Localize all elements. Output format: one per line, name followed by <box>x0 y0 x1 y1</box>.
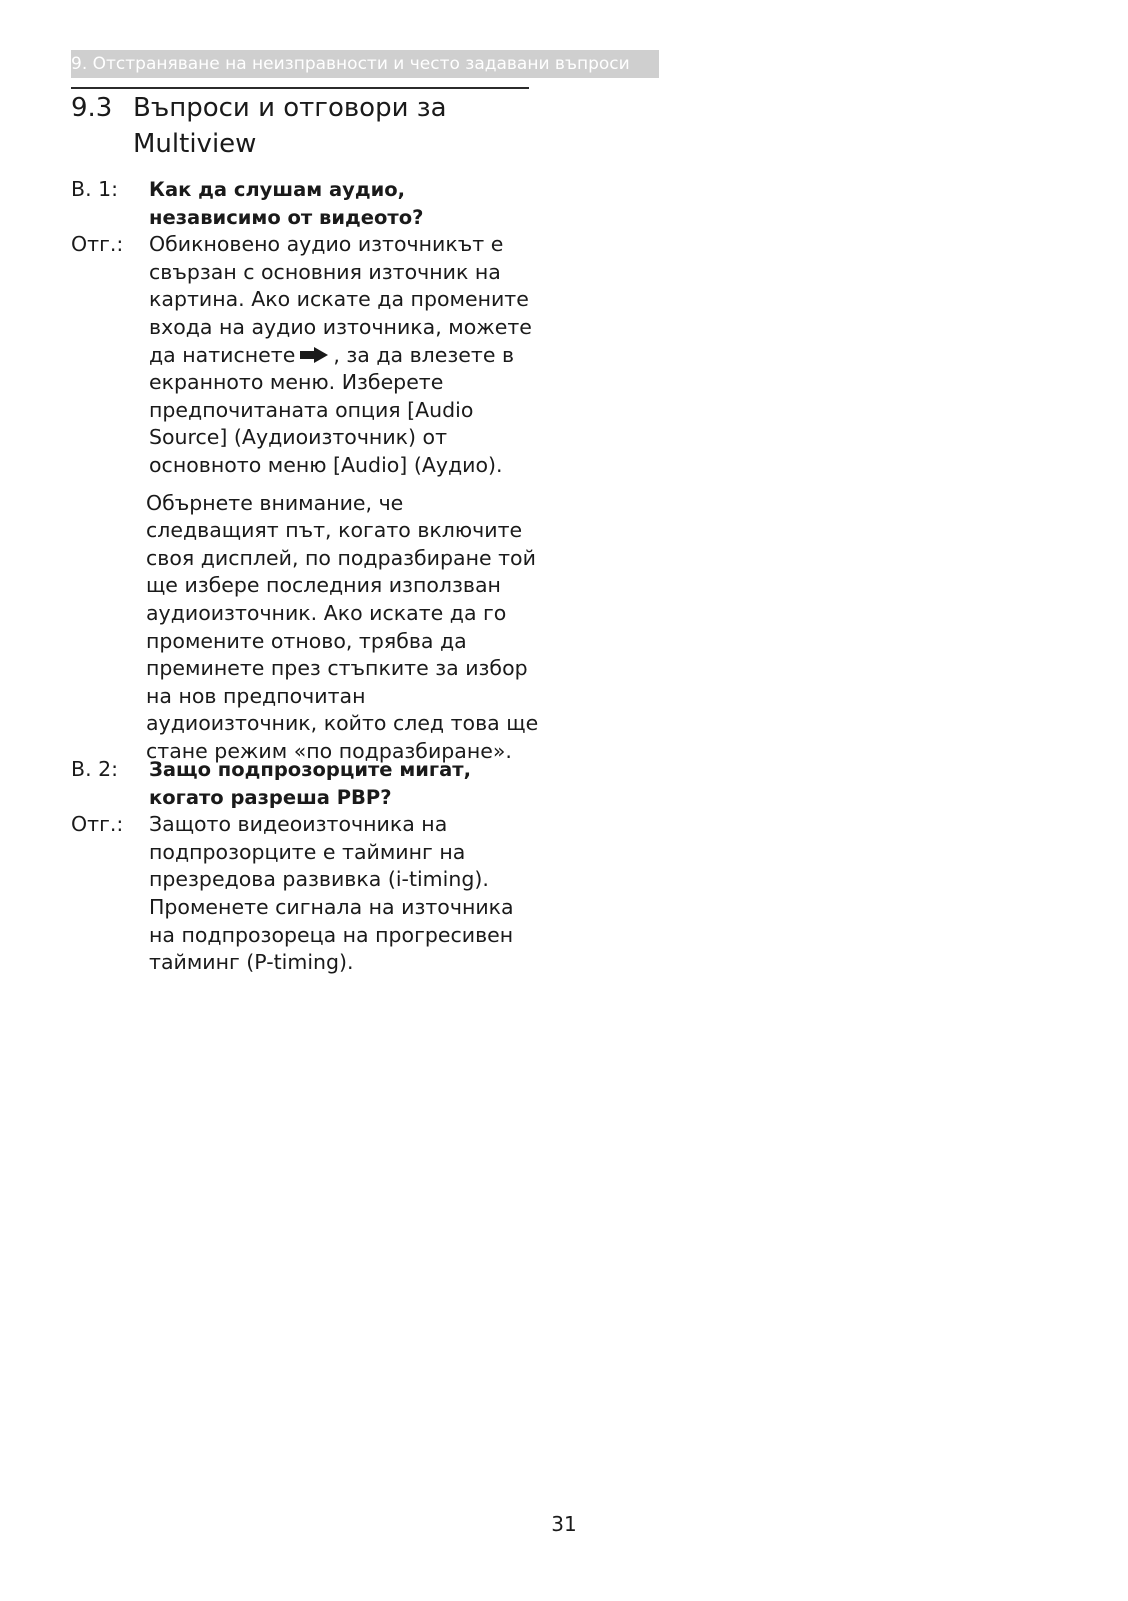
chapter-header-text: 9. Отстраняване на неизправности и често задавани въпроси <box>71 54 630 74</box>
page-number: 31 <box>551 1512 577 1536</box>
right-arrow-icon <box>299 344 329 362</box>
title-divider <box>71 87 529 89</box>
chapter-header-bar <box>71 50 659 78</box>
question-2 <box>71 756 541 811</box>
question-text: Защо подпрозорците мигат, когато разреша PBP? <box>149 758 471 809</box>
question-1 <box>71 176 541 231</box>
answer-label: Отг.: <box>71 812 124 837</box>
question-text: Как да слушам аудио, независимо от видеото? <box>149 178 424 229</box>
answer-text-part-2: , за да влезете в екранното меню. Изберете предпочитаната опция [Audio Source] (Аудиоизточник) от основното меню [Audio] (Аудио). <box>149 342 515 477</box>
answer-text-part-1: Обикновено аудио източникът е свързан с основния източник на картина. Ако искате да промените входа на аудио източника, можете да натиснете <box>149 232 532 367</box>
section-number: 9.3 <box>71 93 113 123</box>
section-title <box>71 90 541 162</box>
answer-text <box>149 231 541 479</box>
answer-label: Отг.: <box>71 232 124 257</box>
answer-1 <box>71 231 541 479</box>
answer-2 <box>71 811 541 977</box>
question-label: В. 1: <box>71 177 119 201</box>
answer-text: Защото видеоизточника на подпрозорците е тайминг на презредова развивка (i-timing). Променете сигнала на източника на подпрозореца на прогресивен тайминг (P-timing). <box>149 812 514 975</box>
question-label: В. 2: <box>71 757 119 781</box>
qa-item-2 <box>71 756 541 977</box>
section-title-text: Въпроси и отговори за Multiview <box>133 93 447 159</box>
answer-note: Обърнете внимание, че следващият път, когато включите своя дисплей, по подразбиране той ще избере последния използван аудиоизточник. Ако искате да го промените отново, трябва да преминете през стъпките за избор на нов предпочитан аудиоизточник, който след това ще стане режим «по подразбиране». <box>146 490 539 763</box>
qa-item-1 <box>71 176 541 765</box>
